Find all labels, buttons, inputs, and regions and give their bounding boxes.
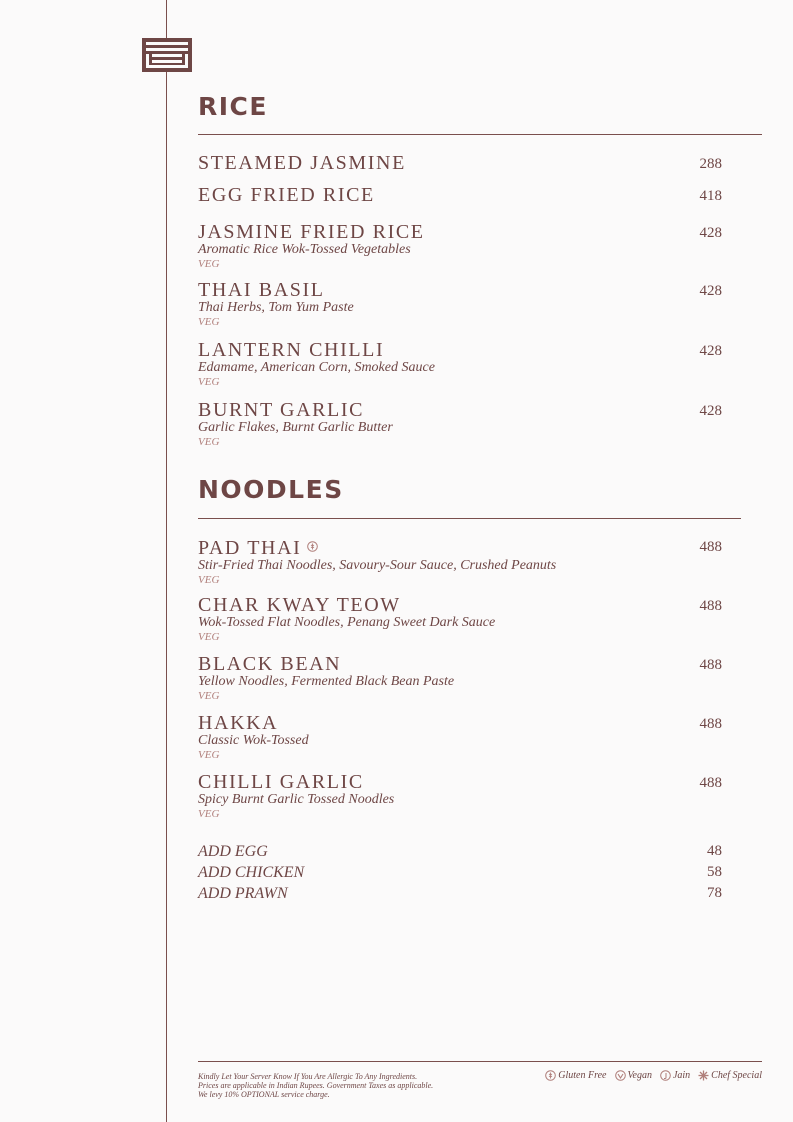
item-name: EGG FRIED RICE	[198, 184, 375, 206]
item-price: 288	[699, 156, 722, 172]
item-name: CHAR KWAY TEOW	[198, 594, 401, 616]
item-name: JASMINE FRIED RICE	[198, 221, 425, 243]
section-title-rice: RICE	[198, 92, 268, 121]
item-description: Stir-Fried Thai Noodles, Savoury-Sour Sauce, Crushed Peanuts	[198, 558, 557, 573]
addon-row	[198, 843, 722, 861]
item-description: Aromatic Rice Wok-Tossed Vegetables	[198, 242, 411, 257]
item-veg-tag: VEG	[198, 631, 220, 643]
footer-divider	[198, 1061, 762, 1062]
legend-jain	[660, 1070, 690, 1081]
menu-item	[198, 222, 722, 271]
footer-note	[198, 1072, 438, 1099]
menu-item	[198, 595, 722, 644]
noodles-divider	[198, 518, 741, 519]
item-price: 488	[699, 716, 722, 732]
menu-item	[198, 280, 722, 329]
addon-name: ADD PRAWN	[198, 885, 288, 902]
item-veg-tag: VEG	[198, 808, 220, 820]
menu-item	[198, 536, 722, 587]
item-name: THAI BASIL	[198, 279, 325, 301]
item-veg-tag: VEG	[198, 258, 220, 270]
addon-row	[198, 885, 722, 903]
item-veg-tag: VEG	[198, 436, 220, 448]
addon-price: 58	[707, 864, 722, 880]
menu-item	[198, 713, 722, 762]
rice-divider	[198, 134, 762, 135]
item-description: Thai Herbs, Tom Yum Paste	[198, 300, 354, 315]
item-price: 488	[699, 539, 722, 555]
menu-item	[198, 185, 722, 205]
item-description: Garlic Flakes, Burnt Garlic Butter	[198, 420, 393, 435]
addon-row	[198, 864, 722, 882]
item-name: HAKKA	[198, 712, 279, 734]
jain-icon	[660, 1070, 671, 1081]
item-name: STEAMED JASMINE	[198, 152, 406, 174]
gluten-free-icon	[545, 1070, 556, 1081]
legend-chef-special	[698, 1070, 762, 1081]
item-price: 428	[699, 283, 722, 299]
item-name: BURNT GARLIC	[198, 399, 365, 421]
addon-name: ADD EGG	[198, 843, 268, 860]
legend-label: Chef Special	[711, 1070, 762, 1081]
item-veg-tag: VEG	[198, 574, 220, 586]
item-price: 418	[699, 188, 722, 204]
menu-item	[198, 340, 722, 389]
vegan-icon	[615, 1070, 626, 1081]
item-price: 488	[699, 598, 722, 614]
item-veg-tag: VEG	[198, 376, 220, 388]
legend-label: Gluten Free	[558, 1070, 607, 1081]
item-price: 488	[699, 775, 722, 791]
item-description: Edamame, American Corn, Smoked Sauce	[198, 360, 435, 375]
gluten-free-icon	[307, 536, 318, 556]
item-price: 488	[699, 657, 722, 673]
section-title-noodles: NOODLES	[198, 475, 344, 504]
item-name: CHILLI GARLIC	[198, 771, 364, 793]
legend-label: Vegan	[627, 1070, 652, 1081]
left-vertical-rule	[166, 0, 167, 1122]
item-description: Yellow Noodles, Fermented Black Bean Paste	[198, 674, 455, 689]
addon-price: 78	[707, 885, 722, 901]
item-description: Classic Wok-Tossed	[198, 733, 309, 748]
menu-item	[198, 400, 722, 449]
restaurant-logo-icon	[142, 38, 192, 72]
item-name: BLACK BEAN	[198, 653, 342, 675]
menu-item	[198, 654, 722, 703]
item-name: PAD THAI	[198, 537, 302, 559]
legend-label: Jain	[672, 1070, 691, 1081]
tax-note: Prices are applicable in Indian Rupees. Government Taxes as applicable.	[198, 1081, 434, 1090]
item-name: LANTERN CHILLI	[198, 339, 385, 361]
item-price: 428	[699, 343, 722, 359]
service-charge-note: We levy 10% OPTIONAL service charge.	[198, 1090, 330, 1099]
item-name-row	[198, 536, 722, 558]
item-price: 428	[699, 403, 722, 419]
legend-vegan	[615, 1070, 652, 1081]
item-veg-tag: VEG	[198, 749, 220, 761]
item-description: Wok-Tossed Flat Noodles, Penang Sweet Dark Sauce	[198, 615, 496, 630]
legend-gluten-free	[545, 1070, 606, 1081]
menu-item	[198, 153, 722, 173]
dietary-legend	[541, 1070, 762, 1081]
addon-name: ADD CHICKEN	[198, 864, 305, 881]
addon-price: 48	[707, 843, 722, 859]
item-veg-tag: VEG	[198, 316, 220, 328]
chef-special-icon	[698, 1070, 709, 1081]
menu-item	[198, 772, 722, 821]
item-description: Spicy Burnt Garlic Tossed Noodles	[198, 792, 395, 807]
item-price: 428	[699, 225, 722, 241]
allergy-note: Kindly Let Your Server Know If You Are Allergic To Any Ingredients.	[198, 1072, 418, 1081]
item-veg-tag: VEG	[198, 690, 220, 702]
